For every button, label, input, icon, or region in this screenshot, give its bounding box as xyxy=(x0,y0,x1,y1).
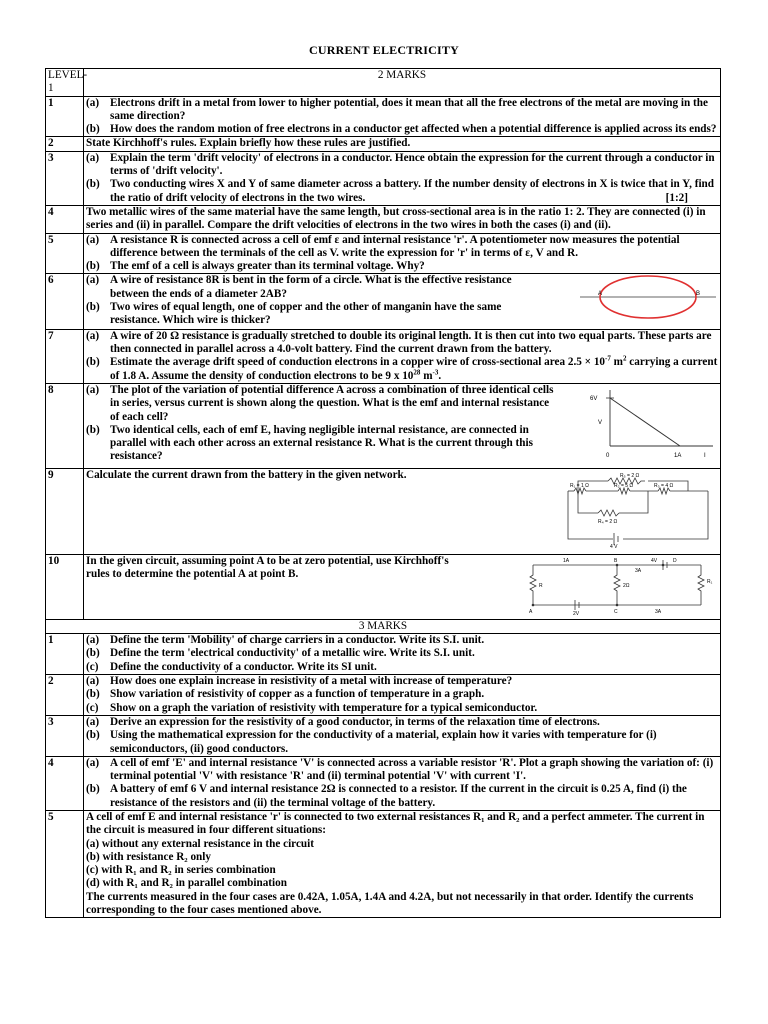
kirchhoff-svg xyxy=(523,555,718,615)
question-row-4 xyxy=(46,205,721,233)
resistor-r-label: R xyxy=(539,582,543,589)
question-row-5 xyxy=(46,233,721,274)
node-c xyxy=(616,603,619,606)
node-a xyxy=(532,603,535,606)
question-number: 2 xyxy=(46,137,84,151)
origin-label: 0 xyxy=(606,452,610,459)
question-part: (b) The emf of a cell is always greater than its terminal voltage. Why? xyxy=(86,260,425,273)
r1-label: R₁ = 1 Ω xyxy=(570,483,589,490)
point-d-label: D xyxy=(673,557,677,564)
network-svg xyxy=(548,469,718,549)
question-number: 3 xyxy=(46,151,84,205)
question-number: 3 xyxy=(46,715,84,756)
question-part: (a) A wire of resistance 8R is bent in the form of a circle. What is the effective resistance between the ends of a diameter 2AB? xyxy=(86,274,512,300)
wire xyxy=(619,491,648,513)
point-b-label: B xyxy=(696,291,701,298)
level-header-row xyxy=(46,69,721,97)
kirchhoff-circuit-figure xyxy=(523,555,718,619)
resistor-2ohm-label: 2Ω xyxy=(623,582,630,589)
section-3-marks: 3 MARKS xyxy=(46,619,721,633)
question-text: Two metallic wires of the same material have the same length, but cross-sectional area is in the ratio 1: 2. They are connected (i) in series and (ii) in parallel. Compare the drift velocities of electrons in the two wires in both the cases (i) and (ii). xyxy=(84,205,721,233)
question-row-2 xyxy=(46,137,721,151)
question-number: 6 xyxy=(46,274,84,329)
question-row-6 xyxy=(46,274,721,329)
question-table xyxy=(45,68,721,918)
question-part: (a) A wire of 20 Ω resistance is gradually stretched to double its original length. It is then cut into two equal parts. These parts are then connected in parallel across a 4.0-volt battery. Find the current drawn from the battery. xyxy=(86,329,712,356)
question-number: 1 xyxy=(46,96,84,137)
resistor-network-figure xyxy=(548,469,718,553)
point-a-label: A xyxy=(529,608,533,615)
question-row-10 xyxy=(46,554,721,619)
question-part: (b) Estimate the average drift speed of conduction electrons in a copper wire of cross-sectional area $2.5 \times 10^{-7}$ $m^2$ carrying a current of 1.8 A. Assume the density of conduction electrons to be 9 x $10^{28}$ $m^{-3}$. xyxy=(86,354,718,382)
question-number: 9 xyxy=(46,469,84,554)
node-d xyxy=(662,563,665,566)
wire xyxy=(623,491,708,539)
question-row-3 xyxy=(46,151,721,205)
question-part: (b) Define the term 'electrical conductivity' of a metallic wire. Write its S.I. unit. xyxy=(86,647,475,660)
resistor-r1 xyxy=(698,565,704,605)
question-3m-row-3 xyxy=(46,715,721,756)
wire xyxy=(568,491,613,539)
question-3m-row-5 xyxy=(46,810,721,917)
question-part: (b) Show variation of resistivity of copper as a function of temperature in a graph. xyxy=(86,688,485,701)
x-axis-label: I xyxy=(704,452,706,459)
question-number: 5 xyxy=(46,233,84,274)
question-row-1 xyxy=(46,96,721,137)
question-line: (b) with resistance R₂ only xyxy=(86,850,211,863)
y-tick-label: 6V xyxy=(590,395,598,402)
question-part: (b) Using the mathematical expression for the conductivity of a material, explain how it varies with temperature for (i) semiconductors, (ii) good conductors. xyxy=(86,729,657,755)
question-part: (a) A cell of emf 'E' and internal resistance 'V' is connected across a variable resistor 'R'. Plot a graph showing the variation of: (i) terminal potential 'V' with resistance 'R' and (ii) terminal potential 'V' with current 'I'. xyxy=(86,756,714,783)
vi-graph-svg xyxy=(588,384,718,464)
question-part: (b) A battery of emf 6 V and internal resistance 2Ω is connected to a resistor. If the current in the circuit is 0.25 A, find (i) the resistance of the resistors and (ii) the terminal voltage of the battery. xyxy=(86,783,687,809)
question-row-8 xyxy=(46,383,721,468)
emf-2v-label: 2V xyxy=(573,610,580,615)
question-3m-row-4 xyxy=(46,756,721,810)
r4-label: R₄ = 2 Ω xyxy=(598,519,618,526)
question-row-9 xyxy=(46,469,721,554)
circle-wire-figure xyxy=(578,274,718,328)
point-a-label: A xyxy=(598,291,603,298)
resistor-r1-label: R₁ xyxy=(707,578,713,585)
question-line: A cell of emf E and internal resistance 'r' is connected to two external resistances R₁ and R₂ and a perfect ammeter. The current in the circuit is measured in four different situations: xyxy=(86,810,705,837)
question-text: Calculate the current drawn from the battery in the given network. xyxy=(86,469,407,482)
question-number: 8 xyxy=(46,383,84,468)
section-3-header-row xyxy=(46,619,721,633)
question-part: (c) Show on a graph the variation of resistivity with temperature for a typical semiconductor. xyxy=(86,701,538,714)
vi-line xyxy=(610,398,680,446)
battery-label: 4 V xyxy=(610,544,618,550)
current-3a-top-label: 3A xyxy=(635,567,642,574)
question-row-7 xyxy=(46,329,721,383)
section-2-marks: 2 MARKS xyxy=(84,69,721,97)
question-part: (b) How does the random motion of free electrons in a conductor get affected when a potential difference is applied across its ends? xyxy=(86,123,717,136)
question-part: (b) Two identical cells, each of emf E, having negligible internal resistance, are connected in parallel with each other across an external resistance R. What is the current through this resistance? xyxy=(86,423,533,463)
question-line: The currents measured in the four cases are 0.42A, 1.05A, 1.4A and 4.2A, but not necessarily in that order. Identify the currents corresponding to the four cases mentioned above. xyxy=(86,890,694,917)
question-3m-row-1 xyxy=(46,634,721,675)
current-1a-label: 1A xyxy=(563,557,570,564)
resistor-2ohm xyxy=(614,565,620,605)
question-text: In the given circuit, assuming point A to be at zero potential, use Kirchhoff's rules to determine the potential A at point B. xyxy=(86,554,449,580)
question-3m-row-2 xyxy=(46,675,721,716)
question-part: (a) Explain the term 'drift velocity' of electrons in a conductor. Hence obtain the expression for the current through a conductor in terms of 'drift velocity'. xyxy=(86,151,715,178)
resistor-r4 xyxy=(598,510,619,516)
wire xyxy=(578,491,598,513)
question-number: 4 xyxy=(46,756,84,810)
question-line: (c) with R₁ and R₂ in series combination xyxy=(86,864,276,877)
question-text: State Kirchhoff's rules. Explain briefly how these rules are justified. xyxy=(84,137,721,151)
level-label: LEVEL-1 xyxy=(46,69,84,97)
voltage-current-graph xyxy=(588,384,718,468)
current-3a-bottom-label: 3A xyxy=(655,608,662,615)
question-part: (a) Electrons drift in a metal from lower to higher potential, does it mean that all the free electrons of the metal are moving in the same direction? xyxy=(86,96,708,122)
emf-4v-label: 4V xyxy=(651,557,658,564)
answer-tag: [1:2] xyxy=(665,191,688,204)
question-part: (a) Define the term 'Mobility' of charge carriers in a conductor. Write its S.I. unit. xyxy=(86,634,485,647)
page-title: CURRENT ELECTRICITY xyxy=(309,43,459,57)
node-b xyxy=(616,563,619,566)
resistor-r xyxy=(530,565,536,605)
r2-label: R₂ = 5 Ω xyxy=(614,483,634,490)
question-line: (a) without any external resistance in the circuit xyxy=(86,837,314,850)
question-line: (d) with R₁ and R₂ in parallel combination xyxy=(86,877,287,890)
question-number: 4 xyxy=(46,205,84,233)
circle-wire-svg xyxy=(578,274,718,324)
question-part: (b) Two conducting wires X and Y of same diameter across a battery. If the number density of electrons in X is twice that in Y, find the ratio of drift velocity of electrons in the two wires. [1:2] xyxy=(86,178,718,205)
question-part: (a) The plot of the variation of potential difference A across a combination of three identical cells in series, versus current is shown along the question. What is the emf and internal resistance of each cell? xyxy=(86,383,554,423)
x-tick-label: 1A xyxy=(674,452,682,459)
question-number: 1 xyxy=(46,634,84,675)
question-part: (b) Two wires of equal length, one of copper and the other of manganin have the same resistance. Which wire is thicker? xyxy=(86,301,502,327)
question-part: (a) How does one explain increase in resistivity of a metal with increase of temperature? xyxy=(86,675,513,688)
question-number: 10 xyxy=(46,554,84,619)
point-b-label: B xyxy=(614,557,618,564)
point-c-label: C xyxy=(614,608,618,615)
question-number: 2 xyxy=(46,675,84,716)
question-part: (a) Derive an expression for the resistivity of a good conductor, in terms of the relaxation time of electrons. xyxy=(86,715,600,728)
y-axis-label: V xyxy=(598,419,603,426)
question-number: 7 xyxy=(46,329,84,383)
r3-label: R₃ = 4 Ω xyxy=(654,483,674,490)
r5-label: R₅ = 2 Ω xyxy=(620,473,640,480)
question-part: (a) A resistance R is connected across a cell of emf ε and internal resistance 'r'. A potentiometer now measures the potential difference between the terminals of the cell as V. write the expression for 'r' in terms of ε, V and R. xyxy=(86,233,680,259)
question-number: 5 xyxy=(46,810,84,917)
question-part: (c) Define the conductivity of a conductor. Write its SI unit. xyxy=(86,660,377,673)
